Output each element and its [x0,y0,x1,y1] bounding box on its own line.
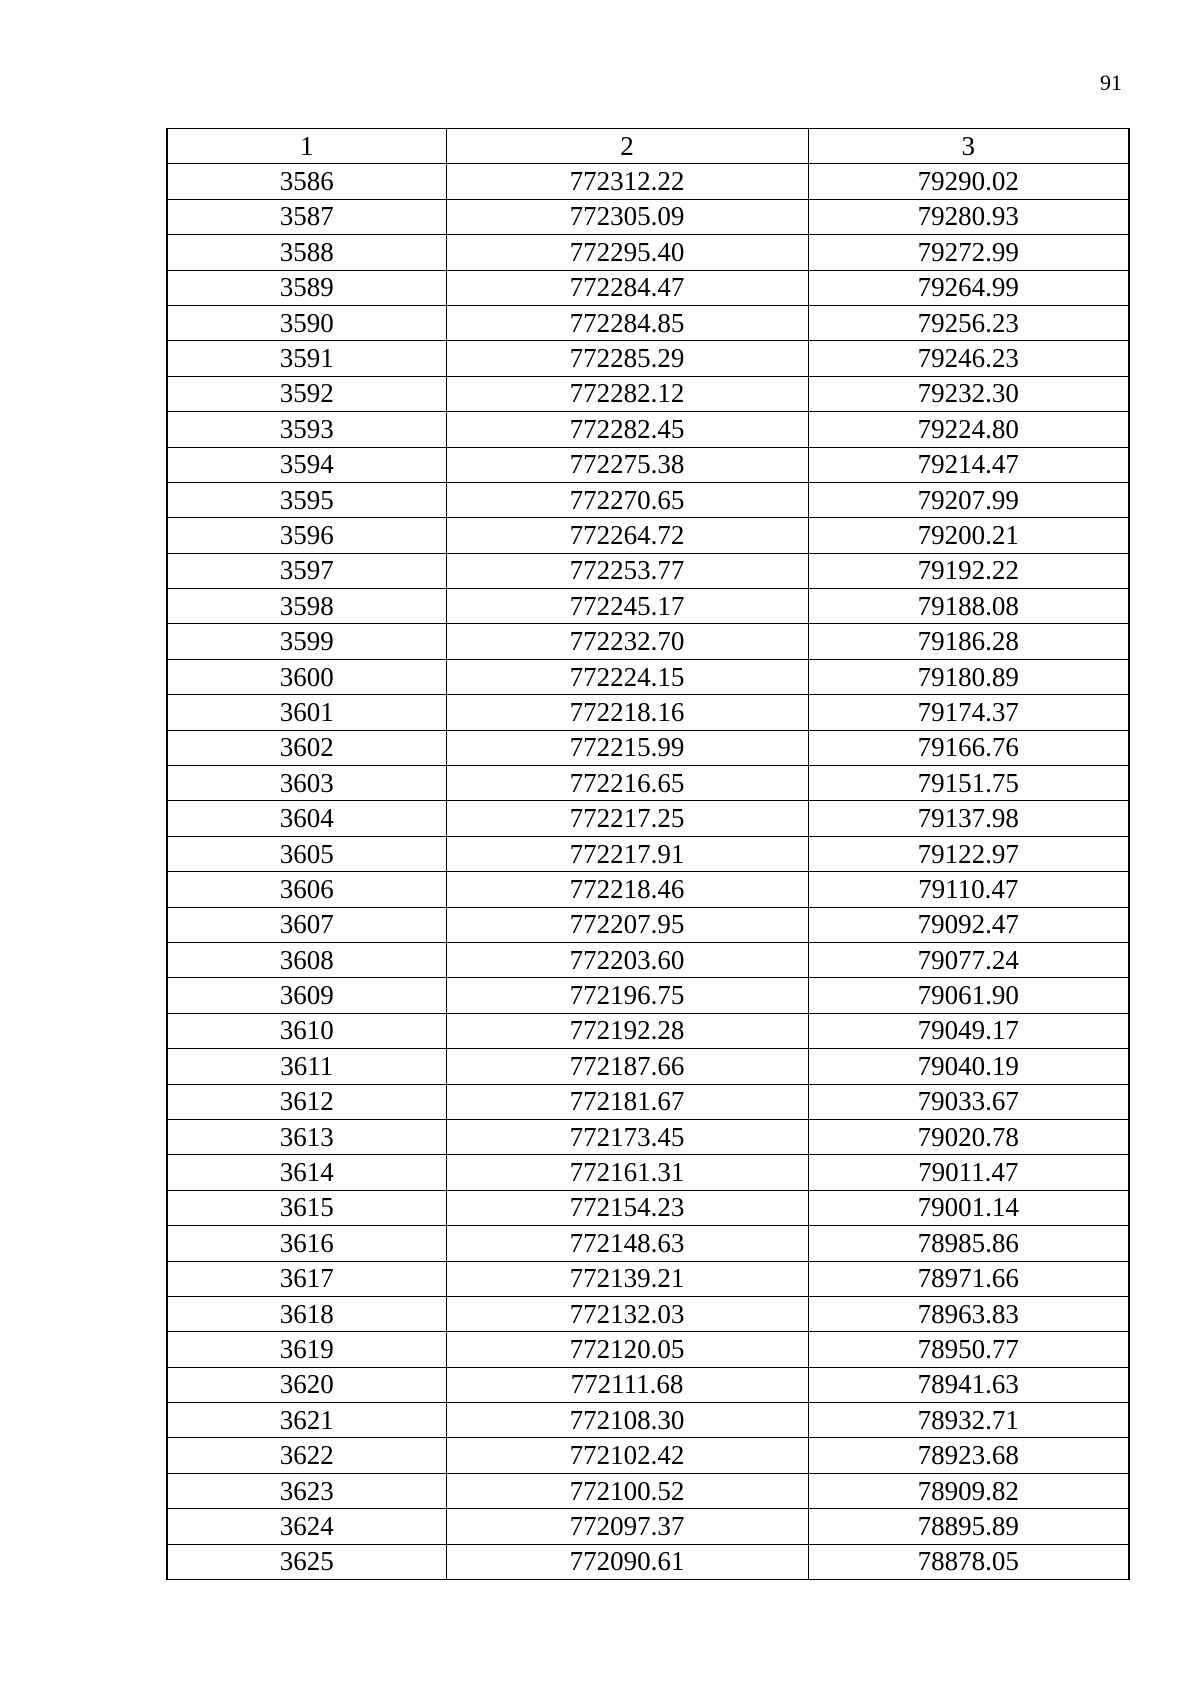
table-cell-col-1: 3608 [167,942,446,977]
table-cell-col-2: 772192.28 [446,1013,808,1048]
table-row [167,766,1129,801]
table-cell-col-1: 3624 [167,1509,446,1544]
table-cell-col-3: 79049.17 [808,1013,1129,1048]
table-cell-col-1: 3619 [167,1332,446,1367]
table-cell-col-1: 3599 [167,624,446,659]
table-cell-col-2: 772102.42 [446,1438,808,1473]
table-cell-col-2: 772282.12 [446,376,808,411]
page-number: 91 [1100,70,1122,95]
table-cell-col-1: 3614 [167,1155,446,1190]
table-cell-col-3: 79061.90 [808,978,1129,1013]
table-cell-col-3: 79174.37 [808,695,1129,730]
table-cell-col-1: 3589 [167,270,446,305]
table-cell-col-3: 79290.02 [808,164,1129,199]
table-cell-col-1: 3601 [167,695,446,730]
table-cell-col-1: 3607 [167,907,446,942]
table-row [167,199,1129,234]
table-row [167,836,1129,871]
table-cell-col-3: 78878.05 [808,1544,1129,1579]
table-row [167,1332,1129,1367]
table-cell-col-1: 3588 [167,235,446,270]
table-cell-col-3: 78985.86 [808,1226,1129,1261]
table-cell-col-2: 772245.17 [446,589,808,624]
table-row [167,978,1129,1013]
table-cell-col-3: 79092.47 [808,907,1129,942]
table-row [167,1119,1129,1154]
table-cell-col-3: 79232.30 [808,376,1129,411]
column-header-2: 2 [446,129,808,164]
table-cell-col-2: 772120.05 [446,1332,808,1367]
table-cell-col-2: 772295.40 [446,235,808,270]
table-header-row [167,129,1129,164]
table-cell-col-1: 3616 [167,1226,446,1261]
table-cell-col-2: 772108.30 [446,1403,808,1438]
table-cell-col-1: 3605 [167,836,446,871]
table-cell-col-1: 3609 [167,978,446,1013]
table-cell-col-2: 772217.91 [446,836,808,871]
table-row [167,1013,1129,1048]
table-cell-col-3: 79280.93 [808,199,1129,234]
table-row [167,482,1129,517]
table-row [167,1438,1129,1473]
table-cell-col-3: 79137.98 [808,801,1129,836]
table-cell-col-2: 772284.47 [446,270,808,305]
table-cell-col-3: 79020.78 [808,1119,1129,1154]
table-body [167,164,1129,1580]
table-row [167,376,1129,411]
table-row [167,1473,1129,1508]
table-cell-col-1: 3600 [167,659,446,694]
table-cell-col-1: 3597 [167,553,446,588]
table-cell-col-3: 78909.82 [808,1473,1129,1508]
table-cell-col-3: 79192.22 [808,553,1129,588]
table-cell-col-2: 772161.31 [446,1155,808,1190]
table-cell-col-3: 78971.66 [808,1261,1129,1296]
table-row [167,1296,1129,1331]
table-cell-col-2: 772270.65 [446,482,808,517]
table-cell-col-2: 772111.68 [446,1367,808,1402]
table-row [167,872,1129,907]
table-cell-col-3: 79011.47 [808,1155,1129,1190]
table-cell-col-3: 79246.23 [808,341,1129,376]
table-cell-col-1: 3596 [167,518,446,553]
table-cell-col-2: 772232.70 [446,624,808,659]
table-cell-col-3: 79200.21 [808,518,1129,553]
table-row [167,447,1129,482]
table-cell-col-2: 772215.99 [446,730,808,765]
table-cell-col-1: 3586 [167,164,446,199]
table-cell-col-1: 3613 [167,1119,446,1154]
table-row [167,270,1129,305]
table-cell-col-2: 772148.63 [446,1226,808,1261]
table-row [167,1155,1129,1190]
table-cell-col-3: 79214.47 [808,447,1129,482]
table-cell-col-3: 79272.99 [808,235,1129,270]
table-row [167,164,1129,199]
table-cell-col-1: 3623 [167,1473,446,1508]
table-cell-col-2: 772154.23 [446,1190,808,1225]
table-row [167,624,1129,659]
table-cell-col-1: 3606 [167,872,446,907]
table-row [167,1226,1129,1261]
table-cell-col-3: 79110.47 [808,872,1129,907]
table-cell-col-3: 78941.63 [808,1367,1129,1402]
table-cell-col-3: 79188.08 [808,589,1129,624]
table-cell-col-2: 772097.37 [446,1509,808,1544]
table-row [167,942,1129,977]
table-cell-col-2: 772285.29 [446,341,808,376]
table-row [167,235,1129,270]
table-row [167,695,1129,730]
table-cell-col-3: 79033.67 [808,1084,1129,1119]
table-row [167,589,1129,624]
table-cell-col-2: 772224.15 [446,659,808,694]
table-cell-col-1: 3625 [167,1544,446,1579]
table-cell-col-2: 772312.22 [446,164,808,199]
table-cell-col-1: 3610 [167,1013,446,1048]
table-cell-col-2: 772132.03 [446,1296,808,1331]
table-cell-col-2: 772284.85 [446,305,808,340]
table-cell-col-1: 3598 [167,589,446,624]
table-row [167,1190,1129,1225]
table-cell-col-1: 3612 [167,1084,446,1119]
table-cell-col-3: 79040.19 [808,1049,1129,1084]
table-cell-col-1: 3603 [167,766,446,801]
table-cell-col-1: 3587 [167,199,446,234]
table-cell-col-1: 3595 [167,482,446,517]
table-cell-col-3: 79166.76 [808,730,1129,765]
table-cell-col-3: 78923.68 [808,1438,1129,1473]
table-cell-col-1: 3621 [167,1403,446,1438]
table-cell-col-1: 3615 [167,1190,446,1225]
table-cell-col-2: 772218.46 [446,872,808,907]
table-cell-col-1: 3602 [167,730,446,765]
table-cell-col-2: 772275.38 [446,447,808,482]
table-cell-col-1: 3593 [167,412,446,447]
table-cell-col-3: 79151.75 [808,766,1129,801]
table-row [167,1367,1129,1402]
table-row [167,1403,1129,1438]
table-cell-col-3: 78932.71 [808,1403,1129,1438]
table-row [167,801,1129,836]
table-cell-col-2: 772282.45 [446,412,808,447]
table-cell-col-3: 79122.97 [808,836,1129,871]
table-cell-col-2: 772207.95 [446,907,808,942]
table-cell-col-2: 772181.67 [446,1084,808,1119]
table-cell-col-1: 3590 [167,305,446,340]
table-cell-col-2: 772203.60 [446,942,808,977]
table-row [167,1544,1129,1579]
table-row [167,1084,1129,1119]
table-row [167,1509,1129,1544]
table-row [167,518,1129,553]
table-row [167,907,1129,942]
coordinates-table [166,128,1130,1580]
table-cell-col-2: 772100.52 [446,1473,808,1508]
table-cell-col-1: 3622 [167,1438,446,1473]
table-cell-col-3: 78895.89 [808,1509,1129,1544]
table-cell-col-1: 3591 [167,341,446,376]
table-row [167,1049,1129,1084]
table-row [167,412,1129,447]
table-cell-col-1: 3617 [167,1261,446,1296]
column-header-3: 3 [808,129,1129,164]
table-cell-col-3: 79180.89 [808,659,1129,694]
table-cell-col-3: 79256.23 [808,305,1129,340]
table-cell-col-1: 3611 [167,1049,446,1084]
table-row [167,659,1129,694]
table-cell-col-3: 79264.99 [808,270,1129,305]
table-cell-col-2: 772218.16 [446,695,808,730]
table-cell-col-3: 79224.80 [808,412,1129,447]
table-cell-col-2: 772139.21 [446,1261,808,1296]
table-row [167,341,1129,376]
table-cell-col-2: 772173.45 [446,1119,808,1154]
table-cell-col-2: 772216.65 [446,766,808,801]
table-row [167,305,1129,340]
table-cell-col-2: 772090.61 [446,1544,808,1579]
table-cell-col-2: 772187.66 [446,1049,808,1084]
table-cell-col-2: 772305.09 [446,199,808,234]
table-cell-col-1: 3594 [167,447,446,482]
table-cell-col-2: 772264.72 [446,518,808,553]
table-cell-col-2: 772253.77 [446,553,808,588]
table-row [167,1261,1129,1296]
table-row [167,730,1129,765]
table-cell-col-1: 3592 [167,376,446,411]
table-cell-col-3: 79001.14 [808,1190,1129,1225]
table-cell-col-2: 772196.75 [446,978,808,1013]
table-cell-col-2: 772217.25 [446,801,808,836]
table-cell-col-1: 3618 [167,1296,446,1331]
table-cell-col-3: 79186.28 [808,624,1129,659]
table-cell-col-3: 79207.99 [808,482,1129,517]
table-cell-col-3: 79077.24 [808,942,1129,977]
table-cell-col-3: 78963.83 [808,1296,1129,1331]
column-header-1: 1 [167,129,446,164]
table-cell-col-3: 78950.77 [808,1332,1129,1367]
table-cell-col-1: 3604 [167,801,446,836]
table-cell-col-1: 3620 [167,1367,446,1402]
table-row [167,553,1129,588]
